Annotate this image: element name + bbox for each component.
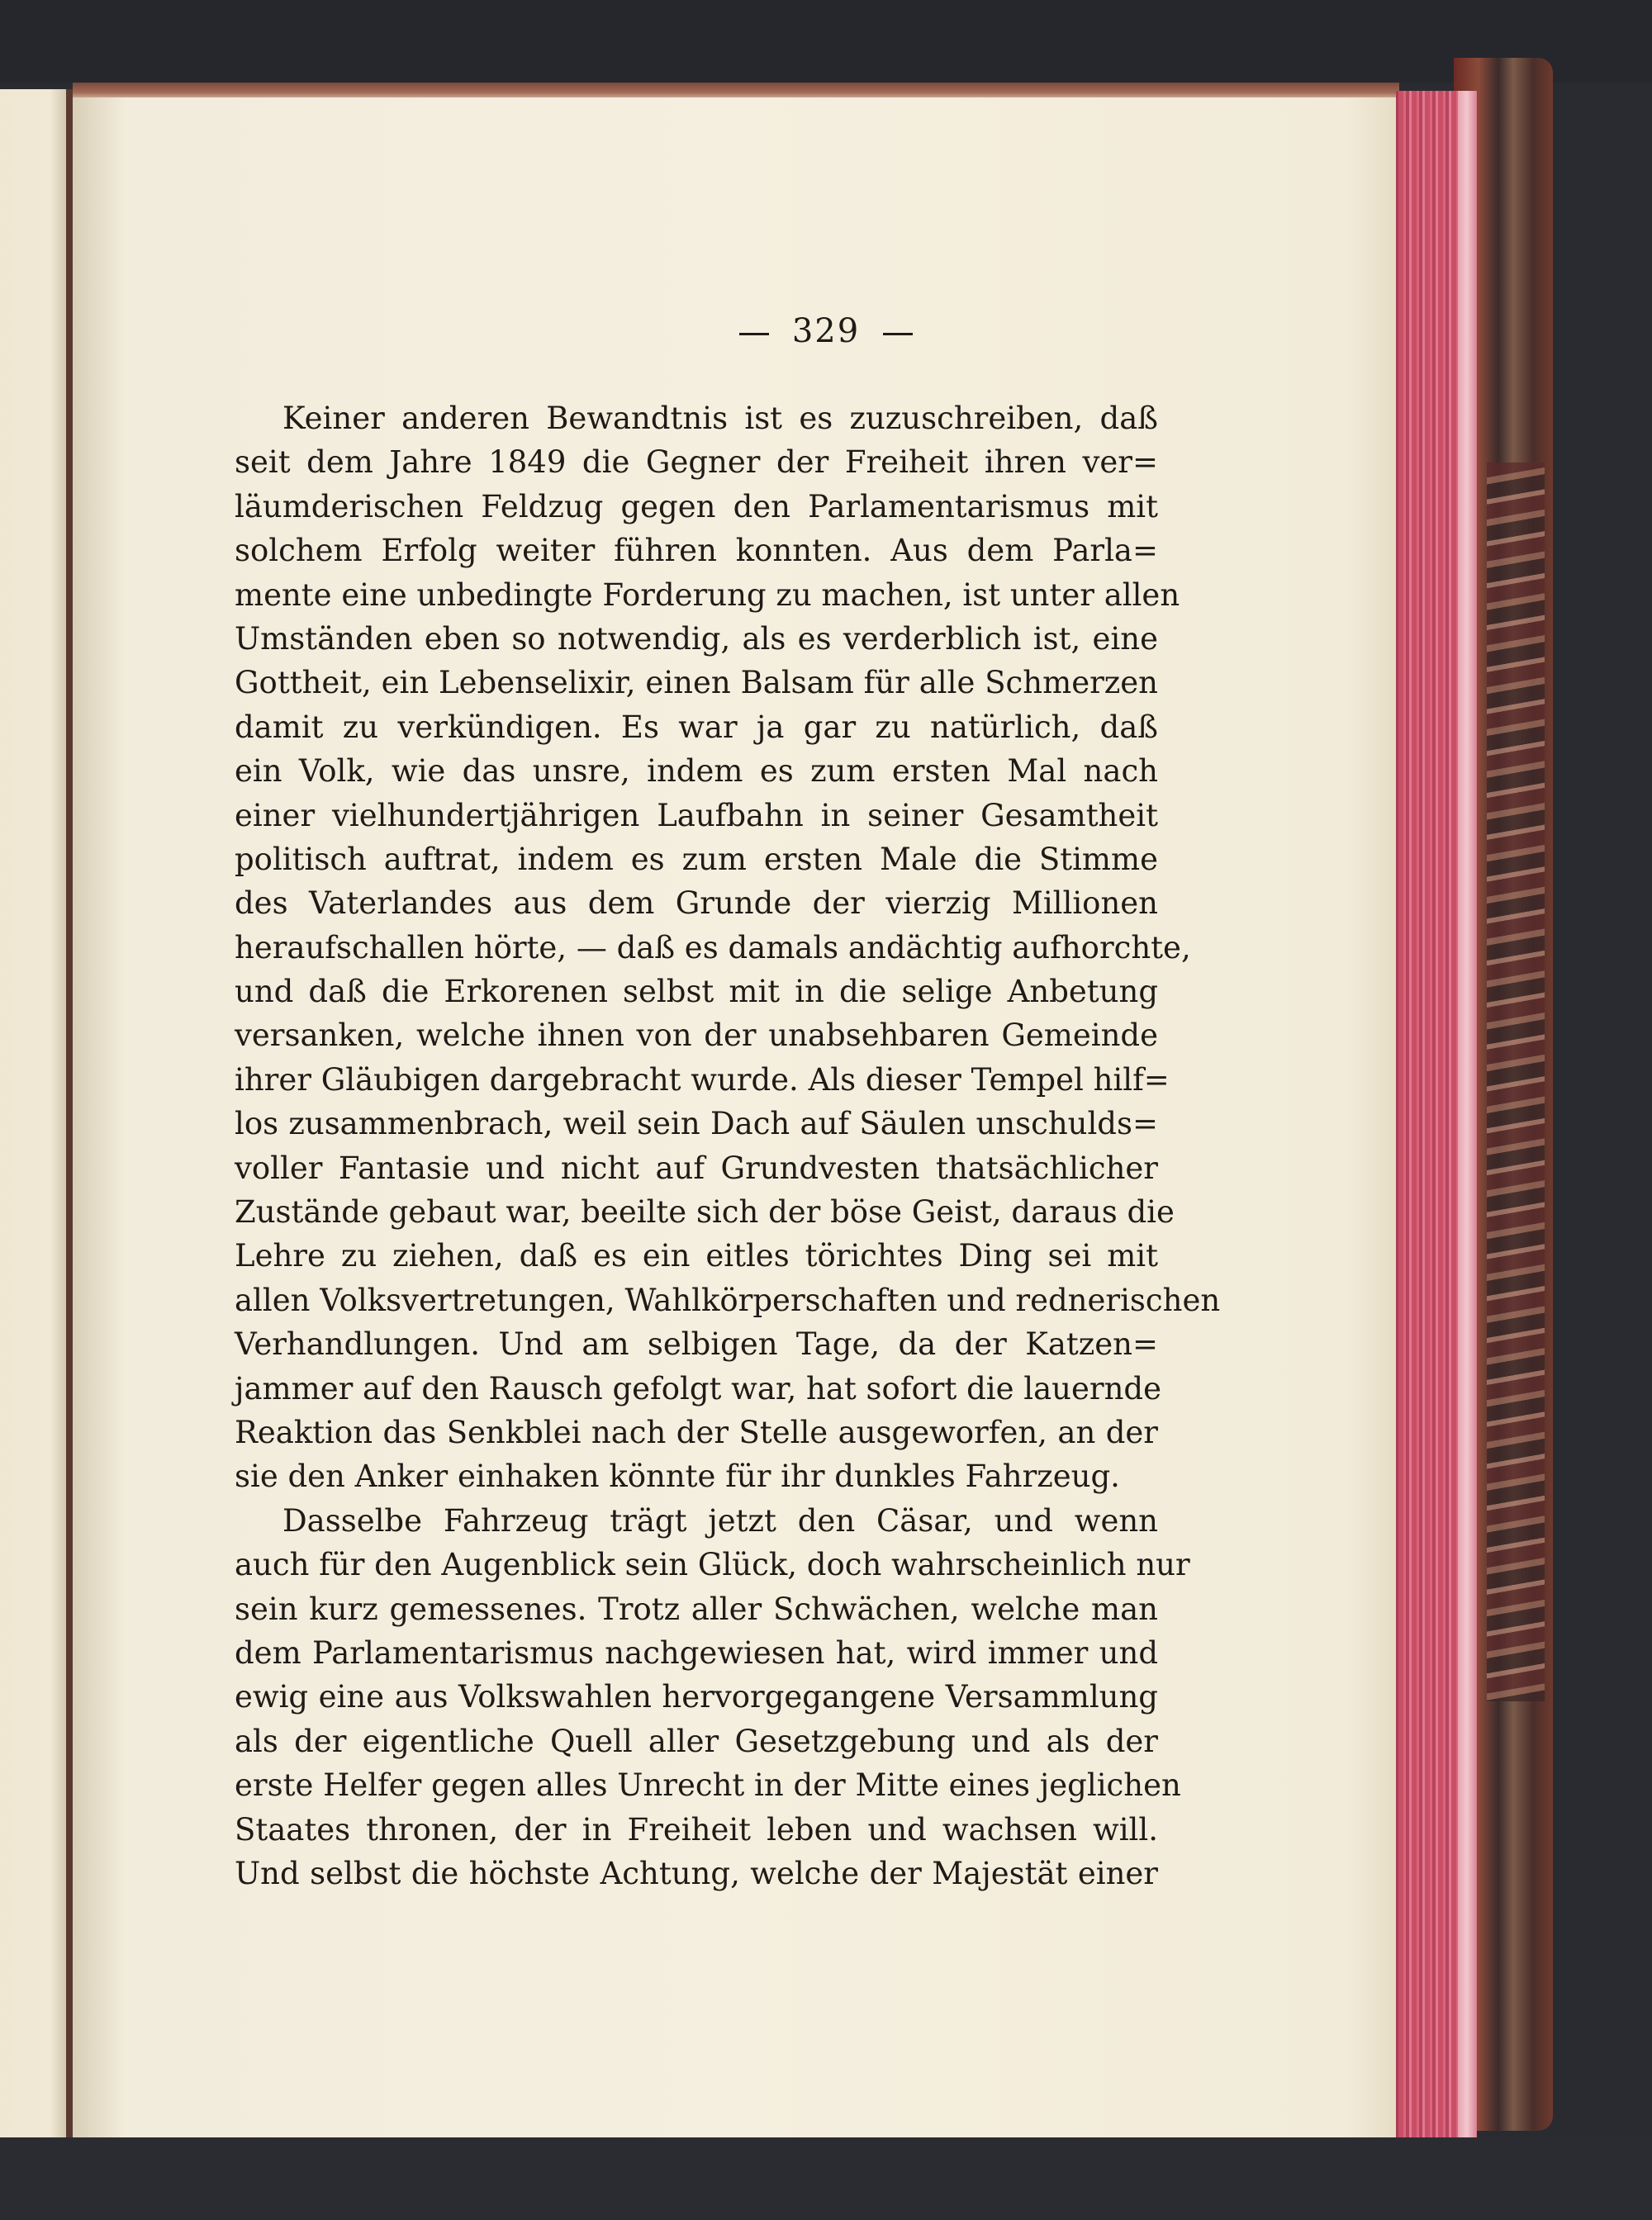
text-line: sein kurz gemessenes. Trotz aller Schwächen, welche man	[235, 1591, 1158, 1627]
text-line: Dasselbe Fahrzeug trägt jetzt den Cäsar, und wenn	[282, 1502, 1158, 1539]
text-line: jammer auf den Rausch gefolgt war, hat sofort die lauernde	[235, 1370, 1161, 1406]
text-line: solchem Erfolg weiter führen konnten. Aus dem Parla=	[235, 533, 1158, 569]
text-line: Lehre zu ziehen, daß es ein eitles törichtes Ding sei mit	[235, 1238, 1158, 1274]
text-line: heraufschallen hörte, — daß es damals andächtig aufhorchte,	[235, 929, 1191, 965]
text-line: mente eine unbedingte Forderung zu machen, ist unter allen	[235, 576, 1180, 613]
header-dash-right	[883, 333, 913, 335]
text-line: Reaktion das Senkblei nach der Stelle ausgeworfen, an der	[235, 1414, 1158, 1450]
text-line: versanken, welche ihnen von der unabsehbaren Gemeinde	[235, 1017, 1158, 1054]
text-line: sie den Anker einhaken könnte für ihr dunkles Fahrzeug.	[235, 1459, 1120, 1495]
text-line: ein Volk, wie das unsre, indem es zum ersten Mal nach	[235, 753, 1158, 790]
text-line: einer vielhundertjährigen Laufbahn in seiner Gesamtheit	[235, 797, 1158, 833]
text-line: läumderischen Feldzug gegen den Parlamentarismus mit	[235, 488, 1158, 524]
text-line: Verhandlungen. Und am selbigen Tage, da der Katzen=	[235, 1326, 1158, 1363]
text-line: politisch auftrat, indem es zum ersten Male die Stimme	[235, 841, 1158, 877]
header-dash-left	[739, 333, 769, 335]
text-line: des Vaterlandes aus dem Grunde der vierzig Millionen	[235, 885, 1158, 922]
text-line: damit zu verkündigen. Es war ja gar zu natürlich, daß	[235, 709, 1158, 745]
text-line: Staates thronen, der in Freiheit leben und wachsen will.	[235, 1811, 1158, 1848]
text-line: Und selbst die höchste Achtung, welche der Majestät einer	[235, 1855, 1158, 1891]
text-line: und daß die Erkorenen selbst mit in die selige Anbetung	[235, 974, 1158, 1010]
text-line: voller Fantasie und nicht auf Grundvesten thatsächlicher	[235, 1150, 1158, 1186]
text-line: erste Helfer gegen alles Unrecht in der Mitte eines jeglichen	[235, 1767, 1181, 1804]
page-number: 329	[791, 312, 861, 350]
text-line: los zusammenbrach, weil sein Dach auf Säulen unschulds=	[235, 1106, 1158, 1142]
text-line: allen Volksvertretungen, Wahlkörperschaften und rednerischen	[235, 1282, 1221, 1318]
left-page-sliver	[0, 89, 71, 2137]
text-line: seit dem Jahre 1849 die Gegner der Freiheit ihren ver=	[235, 444, 1158, 481]
page-fore-edge-highlight	[1458, 91, 1476, 2139]
text-line: Zustände gebaut war, beeilte sich der böse Geist, daraus die	[235, 1194, 1175, 1231]
text-line: dem Parlamentarismus nachgewiesen hat, wird immer und	[235, 1634, 1158, 1671]
text-line: ewig eine aus Volkswahlen hervorgegangene Versammlung	[235, 1679, 1158, 1715]
text-line: Keiner anderen Bewandtnis ist es zuzuschreiben, daß	[282, 401, 1158, 436]
marbled-endpaper	[1487, 462, 1545, 1701]
book-gutter	[66, 89, 73, 2137]
text-line: ihrer Gläubigen dargebracht wurde. Als dieser Tempel hilf=	[235, 1061, 1170, 1098]
text-line: Gottheit, ein Lebenselixir, einen Balsam für alle Schmerzen	[235, 665, 1158, 701]
text-line: als der eigentliche Quell aller Gesetzgebung und als der	[235, 1723, 1158, 1759]
text-line: Umständen eben so notwendig, als es verderblich ist, eine	[235, 620, 1158, 657]
page-body-text	[235, 396, 1221, 1895]
backdrop-bottom	[0, 2137, 1652, 2220]
backdrop	[0, 0, 1652, 83]
running-header	[0, 312, 1652, 362]
text-line: auch für den Augenblick sein Glück, doch wahrscheinlich nur	[235, 1547, 1190, 1583]
